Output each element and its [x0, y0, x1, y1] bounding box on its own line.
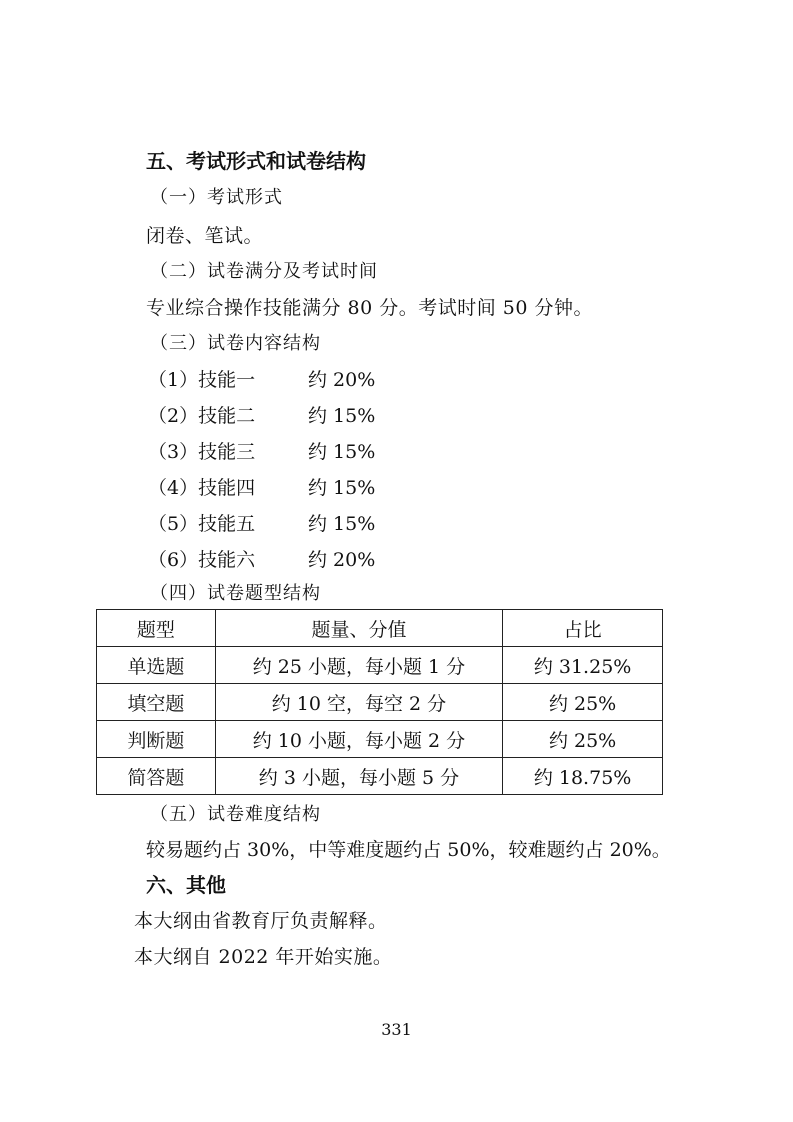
skill-item: [148, 548, 376, 572]
skill-item: [148, 368, 376, 392]
skill-percent: 约 15%: [308, 405, 376, 427]
table-cell: 约 25%: [503, 684, 663, 721]
table-cell: 约 25%: [503, 721, 663, 758]
table-cell: 约 31.25%: [503, 647, 663, 684]
table-cell: 约 10 空，每空 2 分: [215, 684, 502, 721]
skill-percent: 约 20%: [308, 369, 376, 391]
skill-label: （6）技能六: [148, 549, 256, 571]
sub2-text: 专业综合操作技能满分 80 分。考试时间 50 分钟。: [146, 297, 594, 319]
table-row: [97, 758, 663, 795]
table-header-cell: 占比: [503, 610, 663, 647]
table-header-cell: 题量、分值: [215, 610, 502, 647]
table-cell: 约 10 小题，每小题 2 分: [215, 721, 502, 758]
skill-percent: 约 15%: [308, 441, 376, 463]
table-cell: 单选题: [97, 647, 216, 684]
skill-item: [148, 440, 376, 464]
skill-percent: 约 20%: [308, 549, 376, 571]
table-cell: 填空题: [97, 684, 216, 721]
table-row: [97, 721, 663, 758]
section5-title: 五、考试形式和试卷结构: [146, 149, 366, 173]
skill-percent: 约 15%: [308, 513, 376, 535]
sub3-title: （三）试卷内容结构: [150, 333, 321, 354]
page-number: 331: [381, 1020, 412, 1039]
skill-label: （5）技能五: [148, 513, 256, 535]
table-cell: 约 18.75%: [503, 758, 663, 795]
skill-item: [148, 512, 376, 536]
skill-percent: 约 15%: [308, 477, 376, 499]
sub1-text: 闭卷、笔试。: [146, 225, 264, 247]
table-header-row: [97, 610, 663, 647]
skill-item: [148, 404, 376, 428]
section6-line: 本大纲由省教育厅负责解释。: [134, 910, 388, 932]
table-cell: 简答题: [97, 758, 216, 795]
skill-label: （3）技能三: [148, 441, 256, 463]
section6-line: 本大纲自 2022 年开始实施。: [134, 946, 393, 968]
sub2-title: （二）试卷满分及考试时间: [150, 261, 378, 282]
skill-label: （1）技能一: [148, 369, 256, 391]
sub5-text: 较易题约占 30%，中等难度题约占 50%，较难题约占 20%。: [146, 839, 671, 861]
skill-label: （2）技能二: [148, 405, 256, 427]
table-header-cell: 题型: [97, 610, 216, 647]
table-row: [97, 684, 663, 721]
sub4-title: （四）试卷题型结构: [150, 583, 321, 604]
table-cell: 约 3 小题，每小题 5 分: [215, 758, 502, 795]
table-cell: 判断题: [97, 721, 216, 758]
sub1-title: （一）考试形式: [150, 187, 283, 208]
table-cell: 约 25 小题，每小题 1 分: [215, 647, 502, 684]
sub5-title: （五）试卷难度结构: [150, 804, 321, 825]
table-row: [97, 647, 663, 684]
section6-title: 六、其他: [146, 873, 226, 897]
skill-label: （4）技能四: [148, 477, 256, 499]
skill-item: [148, 476, 376, 500]
question-type-table: [96, 609, 663, 795]
